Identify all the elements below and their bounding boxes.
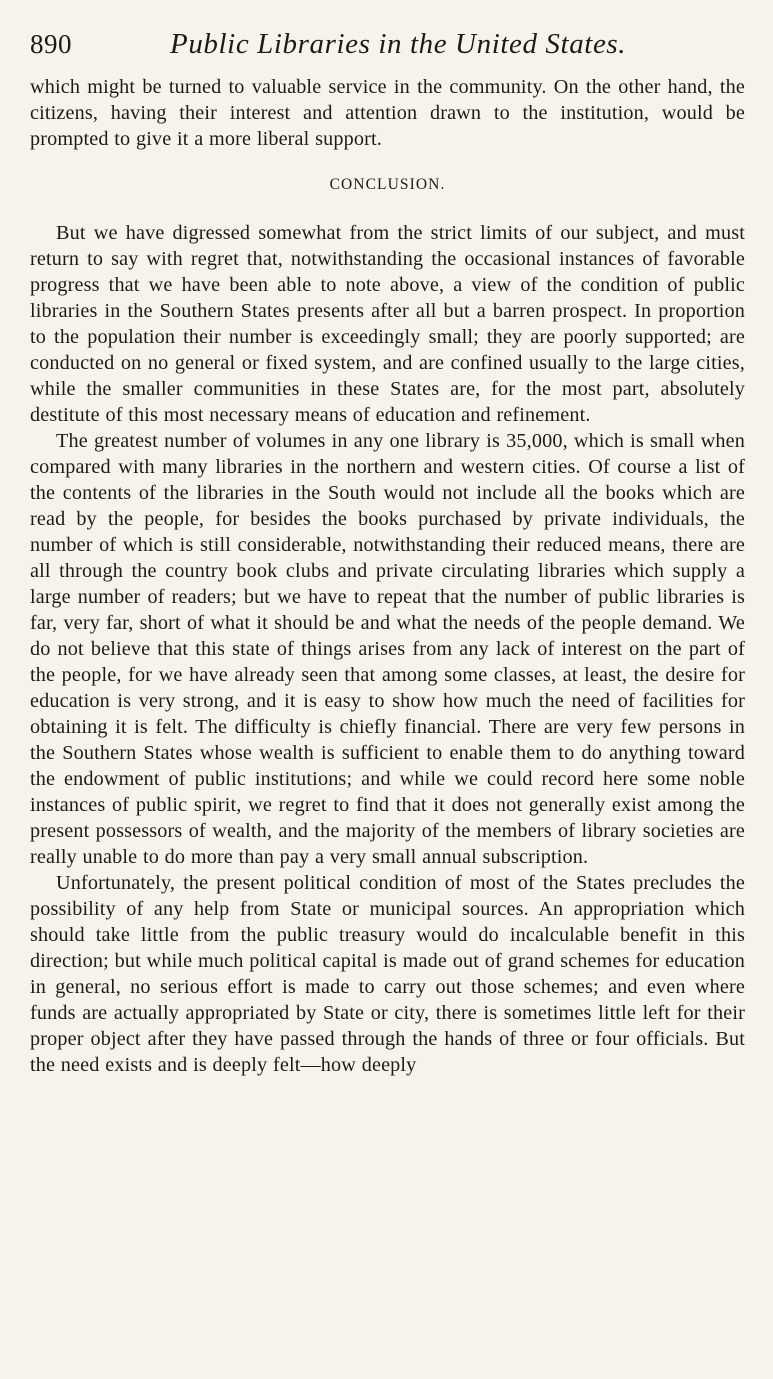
conclusion-paragraph-2: The greatest number of volumes in any one library is 35,000, which is small when compared with many libraries in the northern and western cities. Of course a list of the contents of the libraries in the South would not include all the books which are read by the people, for besides the books purchased by private individuals, the number of which is still considerable, notwithstanding their reduced means, there are all through the country book clubs and private circulating libraries which supply a large number of readers; but we have to repeat that the number of public libraries is far, very far, short of what it should be and what the needs of the people demand. We do not believe that this state of things arises from any lack of interest on the part of the people, for we have already seen that among some classes, at least, the desire for education is very strong, and it is easy to show how much the need of facilities for obtaining it is felt. The difficulty is chiefly financial. There are very few persons in the Southern States whose wealth is sufficient to enable them to do anything toward the endowment of public institutions; and while we could record here some noble instances of public spirit, we regret to find that it does not generally exist among the present possessors of wealth, and the majority of the members of library societies are really unable to do more than pay a very small annual subscription. [30, 430, 745, 868]
conclusion-paragraph-3: Unfortunately, the present political condition of most of the States precludes the possibility of any help from State or municipal sources. An appropriation which should take little from the public treasury would do incalculable benefit in this direction; but while much political capital is made out of grand schemes for education in general, no serious effort is made to carry out those schemes; and even where funds are actually appropriated by State or city, there is sometimes little left for their proper object after they have passed through the hands of three or four officials. But the need exists and is deeply felt—how deeply [30, 872, 745, 1076]
running-title: Public Libraries in the United States. [170, 28, 627, 60]
body-text [30, 74, 745, 1078]
running-head [30, 24, 745, 74]
conclusion-paragraph-1: But we have digressed somewhat from the strict limits of our subject, and must return to say with regret that, notwithstanding the occasional instances of favorable progress that we have been able to note above, a view of the condition of public libraries in the Southern States presents after all but a barren prospect. In proportion to the population their number is exceedingly small; they are poorly supported; are conducted on no general or fixed system, and are confined usually to the large cities, while the smaller communities in these States are, for the most part, absolutely destitute of this most necessary means of education and refinement. [30, 222, 745, 426]
continued-paragraph: which might be turned to valuable service in the community. On the other hand, the citizens, having their interest and attention drawn to the institution, would be prompted to give it a more liberal support. [30, 76, 745, 150]
section-heading: CONCLUSION. [329, 176, 446, 193]
page-number: 890 [30, 29, 72, 59]
